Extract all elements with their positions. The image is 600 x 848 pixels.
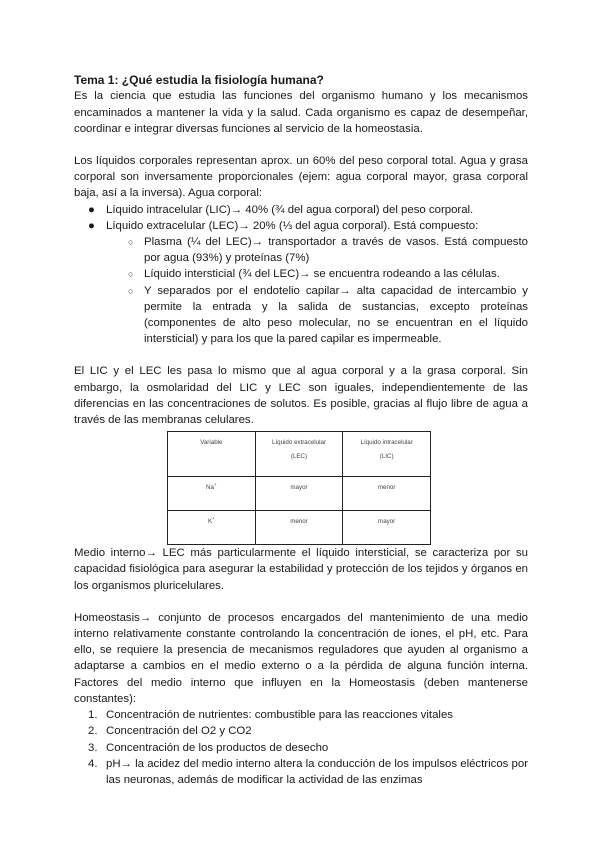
ion-comparison-table xyxy=(167,431,431,545)
bullet-item: ● Líquido extracelular (LEC)→ 20% (⅓ del agua corporal). Está compuesto: ○ Plasma (¼ del LEC)→ transportador a través de vasos. Está compuesto por agua (93%) y proteínas (7%) ○ Líquido intersticial (¾ del LEC)→ se encuentra rodeando a las células. ○ Y separados por el endotelio capilar→ alta capacidad de intercambio y permite la entrada y la salida de sustancias, excepto proteínas (componentes de alto peso molecular, no se encuentran en el líquido intersticial) y para los que la pared capilar es impermeable. xyxy=(74,218,528,348)
document-body xyxy=(74,72,528,788)
table-cell: K+ xyxy=(168,511,256,545)
table-header-cell: Líquido extracelular (LEC) xyxy=(255,432,343,477)
table-cell: mayor xyxy=(255,477,343,511)
numbered-list xyxy=(74,707,528,788)
paragraph-internal-medium: Medio interno→ LEC más particularmente el líquido intersticial, se caracteriza por su capacidad fisiológica para asegurar la estabilidad y protección de los tejidos y órganos en los organismos pluricelulares. xyxy=(74,547,528,592)
bullet-list xyxy=(74,202,528,348)
table-row xyxy=(168,477,431,511)
table-cell: menor xyxy=(255,511,343,545)
table-header-cell: Líquido intracelular (LIC) xyxy=(343,432,431,477)
ion-table-wrapper xyxy=(74,431,528,541)
list-item: 3. Concentración de los productos de desecho xyxy=(88,741,329,754)
paragraph-body-fluids: Los líquidos corporales representan aprox. un 60% del peso corporal total. Agua y grasa corporal son inversamente proporcionales (ejem: agua corporal mayor, grasa corporal baja, así a la inversa). Agua corporal: xyxy=(74,155,528,200)
circle-bullet-icon: ○ xyxy=(128,285,134,296)
list-item: 4. pH→ la acidez del medio interno altera la conducción de los impulsos eléctricos por las neuronas, además de modificar la actividad de las enzimas xyxy=(88,757,528,786)
list-item: 2. Concentración del O2 y CO2 xyxy=(88,725,252,738)
table-cell: Na+ xyxy=(168,477,256,511)
paragraph-definition: Es la ciencia que estudia las funciones del organismo humano y los mecanismos encaminados a mantener la vida y la salud. Cada organismo es capaz de desempeñar, coordinar e integrar diversas funciones al servicio de la homeostasia. xyxy=(74,90,528,135)
bullet-icon: ● xyxy=(88,219,95,232)
bullet-item: ● Líquido intracelular (LIC)→ 40% (¾ del agua corporal) del peso corporal. xyxy=(74,202,528,218)
circle-bullet-icon: ○ xyxy=(128,269,134,280)
paragraph-osmolarity: El LIC y el LEC les pasa lo mismo que al agua corporal y a la grasa corporal. Sin embargo, la osmolaridad del LIC y LEC son iguales, independientemente de las diferencias en las concentraciones de solutos. Es posible, gracias al flujo libre de agua a través de las membranas celulares. xyxy=(74,365,528,427)
table-cell: mayor xyxy=(343,511,431,545)
sub-bullet-item: ○ Líquido intersticial (¾ del LEC)→ se encuentra rodeando a las células. xyxy=(106,266,528,282)
sub-bullet-item: ○ Plasma (¼ del LEC)→ transportador a través de vasos. Está compuesto por agua (93%) y proteínas (7%) xyxy=(128,236,528,265)
table-row xyxy=(168,511,431,545)
bullet-icon: ● xyxy=(88,203,95,216)
list-item: 1. Concentración de nutrientes: combustible para las reacciones vitales xyxy=(88,709,453,722)
circle-bullet-icon: ○ xyxy=(128,237,134,248)
table-cell: menor xyxy=(343,477,431,511)
sub-bullet-item: ○ Y separados por el endotelio capilar→ alta capacidad de intercambio y permite la entrada y la salida de sustancias, excepto proteínas (componentes de alto peso molecular, no se encuentran en el líquido intersticial) y para los que la pared capilar es impermeable. xyxy=(128,284,528,346)
table-header-cell: Variable xyxy=(168,432,256,477)
sub-bullet-list xyxy=(106,234,528,347)
table-header-row xyxy=(168,432,431,477)
section-title: Tema 1: ¿Qué estudia la fisiología humana? xyxy=(74,73,324,87)
paragraph-homeostasis: Homeostasis→ conjunto de procesos encargados del mantenimiento de una medio interno relativamente constante controlando la concentración de iones, el pH, etc. Para ello, se requiere la presencia de mecanismos reguladores que ayuden al organismo a adaptarse a cambios en el medio externo o a la pérdida de alguna función interna. Factores del medio interno que influyen en la Homeostasis (deben mantenerse constantes): xyxy=(74,611,528,705)
